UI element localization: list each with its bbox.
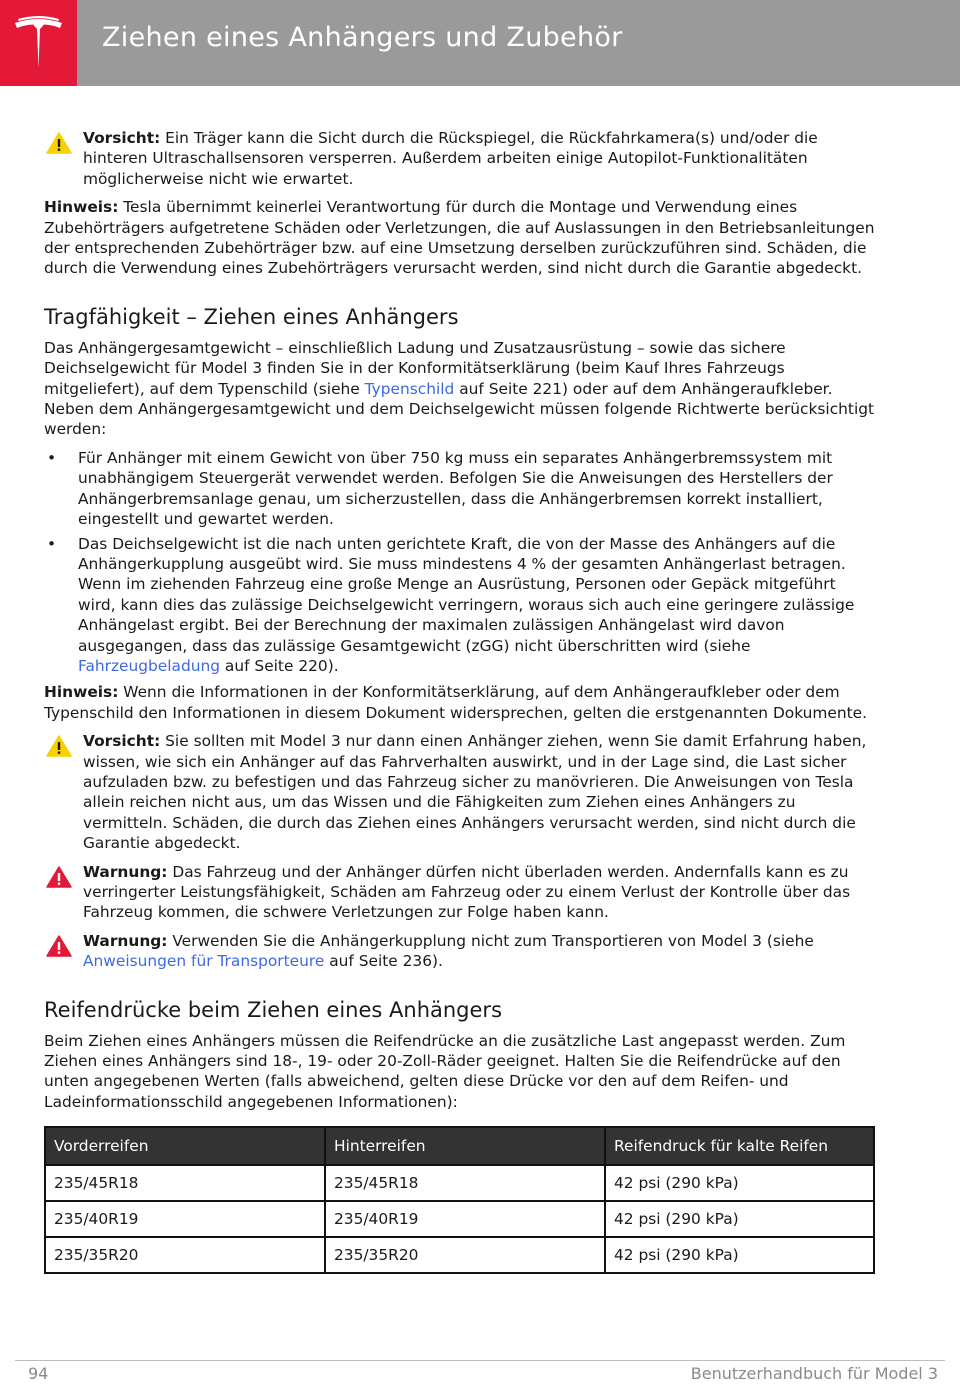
table-header-cell: Vorderreifen xyxy=(45,1127,325,1165)
table-header-cell: Reifendruck für kalte Reifen xyxy=(605,1127,874,1165)
list-item xyxy=(44,448,876,530)
table-header-cell: Hinterreifen xyxy=(325,1127,605,1165)
paragraph-text: Das Anhängergesamtgewicht – einschließlich Ladung und Zusatzausrüstung – sowie das sichere Deichselgewicht für Model 3 finden Sie in der Konformitätserklärung (beim Kauf Ihres Fahrzeugs mitgeliefert), auf dem Typenschild (siehe xyxy=(44,338,786,398)
caution-notice-experience xyxy=(44,731,876,853)
content xyxy=(44,128,876,1274)
warning-label: Warnung: xyxy=(83,862,168,881)
footer-title: Benutzerhandbuch für Model 3 xyxy=(690,1364,938,1383)
link-fahrzeugbeladung[interactable]: Fahrzeugbeladung xyxy=(78,656,221,675)
table-cell: 235/35R20 xyxy=(325,1237,605,1273)
warning-notice-overload xyxy=(44,862,876,923)
bullet-icon: • xyxy=(47,448,57,467)
table-row xyxy=(45,1237,874,1273)
note-text: Wenn die Informationen in der Konformitätserklärung, auf dem Anhängeraufkleber oder dem Typenschild den Informationen in diesem Dokument widersprechen, gelten die erstgenannten Dokumente. xyxy=(44,683,868,722)
list-item-text: auf Seite 220). xyxy=(220,656,339,675)
table-header-row xyxy=(45,1127,874,1165)
list-item xyxy=(44,534,876,677)
heading-load-capacity: Tragfähigkeit – Ziehen eines Anhängers xyxy=(44,304,459,329)
note-documents xyxy=(44,682,876,723)
paragraph-tire-intro: Beim Ziehen eines Anhängers müssen die Reifendrücke an die zusätzliche Last angepasst werden. Zum Ziehen eines Anhängers sind 18-, 19- oder 20-Zoll-Räder geeignet. Halten Sie die Reifendrücke auf den unten angegebenen Werten (falls abweichend, gelten diese Drücke vor den auf dem Reifen- und Ladeinformationsschild angegebenen Informationen): xyxy=(44,1031,846,1111)
table-cell: 235/35R20 xyxy=(45,1237,325,1273)
heading-tire-pressure: Reifendrücke beim Ziehen eines Anhängers xyxy=(44,997,503,1022)
caution-text: Ein Träger kann die Sicht durch die Rückspiegel, die Rückfahrkamera(s) und/oder die hinteren Ultraschallsensoren versperren. Außerdem arbeiten einige Autopilot-Funktionalitäten möglicherweise nicht wie erwartet. xyxy=(83,129,818,188)
tire-pressure-table xyxy=(44,1126,875,1274)
table-row xyxy=(45,1165,874,1201)
table-cell: 235/40R19 xyxy=(45,1201,325,1237)
list-item-text: Für Anhänger mit einem Gewicht von über 750 kg muss ein separates Anhängerbremssystem mit unabhängigem Steuergerät verwendet werden. Befolgen Sie die Anweisungen des Herstellers der Anhängerbremsanlage genau, um sicherzustellen, dass die Anhängerbremsen korrekt installiert, eingestellt und gewartet werden. xyxy=(78,448,833,529)
link-typenschild[interactable]: Typenschild xyxy=(364,379,455,398)
footer-divider xyxy=(15,1360,945,1361)
note-text: Tesla übernimmt keinerlei Verantwortung für durch die Montage und Verwendung eines Zubehörträgers aufgetretene Schäden oder Verletzungen, die auf Auslassungen in den Betriebsanleitungen der entsprechenden Zubehörträger bzw. auf eine Umsetzung derselben zurückzuführen sind. Schäden, die durch die Verwendung eines Zubehörträgers verursacht werden, sind nicht durch die Garantie abgedeckt. xyxy=(44,198,875,278)
tesla-logo-icon xyxy=(13,16,64,70)
caution-triangle-icon xyxy=(46,132,72,154)
warning-text: auf Seite 236). xyxy=(324,952,443,971)
page-header xyxy=(0,0,960,86)
caution-label: Vorsicht: xyxy=(83,129,161,147)
warning-text: Das Fahrzeug und der Anhänger dürfen nicht überladen werden. Andernfalls kann es zu verringerter Leistungsfähigkeit, Schäden am Fahrzeug oder zu einem Verlust der Kontrolle über das Fahrzeug kommen, die schwere Verletzungen zur Folge haben kann. xyxy=(83,862,851,922)
note-liability xyxy=(44,197,876,279)
page-number: 94 xyxy=(28,1364,49,1383)
caution-text: Sie sollten mit Model 3 nur dann einen Anhänger ziehen, wenn Sie damit Erfahrung haben, wissen, wie sich ein Anhänger auf das Fahrverhalten auswirkt, und in der Lage sind, die Last sicher aufzuladen bzw. zu befestigen und das Fahrzeug sicher zu manövrieren. Die Anweisungen von Tesla allein reichen nicht aus, um das Wissen und die Fähigkeiten zum Ziehen eines Anhängers zu vermitteln. Schäden, die durch das Ziehen eines Anhängers verursacht werden, sind nicht durch die Garantie abgedeckt. xyxy=(83,732,867,853)
caution-triangle-icon xyxy=(46,735,72,757)
warning-triangle-icon xyxy=(46,935,72,957)
table-cell: 42 psi (290 kPa) xyxy=(605,1165,874,1201)
note-label: Hinweis: xyxy=(44,198,119,217)
table-cell: 235/45R18 xyxy=(45,1165,325,1201)
table-cell: 42 psi (290 kPa) xyxy=(605,1237,874,1273)
caution-notice-carrier xyxy=(44,128,876,189)
paragraph-text: auf Seite 221) oder auf dem Anhängeraufkleber. Neben dem Anhängergesamtgewicht und dem Deichselgewicht müssen folgende Richtwerte berücksichtigt werden: xyxy=(44,379,875,439)
note-label: Hinweis: xyxy=(44,683,119,702)
warning-notice-transport xyxy=(44,931,876,972)
caution-label: Vorsicht: xyxy=(83,732,161,751)
table-cell: 235/40R19 xyxy=(325,1201,605,1237)
warning-text: Verwenden Sie die Anhängerkupplung nicht zum Transportieren von Model 3 (siehe xyxy=(167,931,814,950)
paragraph-load-intro xyxy=(44,338,876,440)
page-title: Ziehen eines Anhängers und Zubehör xyxy=(102,22,623,53)
bullet-icon: • xyxy=(47,534,57,553)
warning-label: Warnung: xyxy=(83,931,168,950)
table-cell: 235/45R18 xyxy=(325,1165,605,1201)
brand-logo-box xyxy=(0,0,77,86)
bullet-list xyxy=(44,448,876,676)
list-item-text: Das Deichselgewicht ist die nach unten gerichtete Kraft, die von der Masse des Anhängers auf die Anhängerkupplung ausgeübt wird. Sie muss mindestens 4 % der gesamten Anhängerlast betragen. Wenn im ziehenden Fahrzeug eine große Menge an Ausrüstung, Personen oder Gepäck mitgeführt wird, kann dies das zulässige Deichselgewicht verringern, woraus sich auch eine geringere zulässige Anhängelast ergibt. Bei der Berechnung der maximalen zulässigen Anhängelast wird davon ausgegangen, dass das zulässige Gesamtgewicht (zGG) nicht überschritten wird (siehe xyxy=(78,534,855,655)
table-row xyxy=(45,1201,874,1237)
warning-triangle-icon xyxy=(46,866,72,888)
table-cell: 42 psi (290 kPa) xyxy=(605,1201,874,1237)
link-transport-instructions[interactable]: Anweisungen für Transporteure xyxy=(83,952,325,971)
